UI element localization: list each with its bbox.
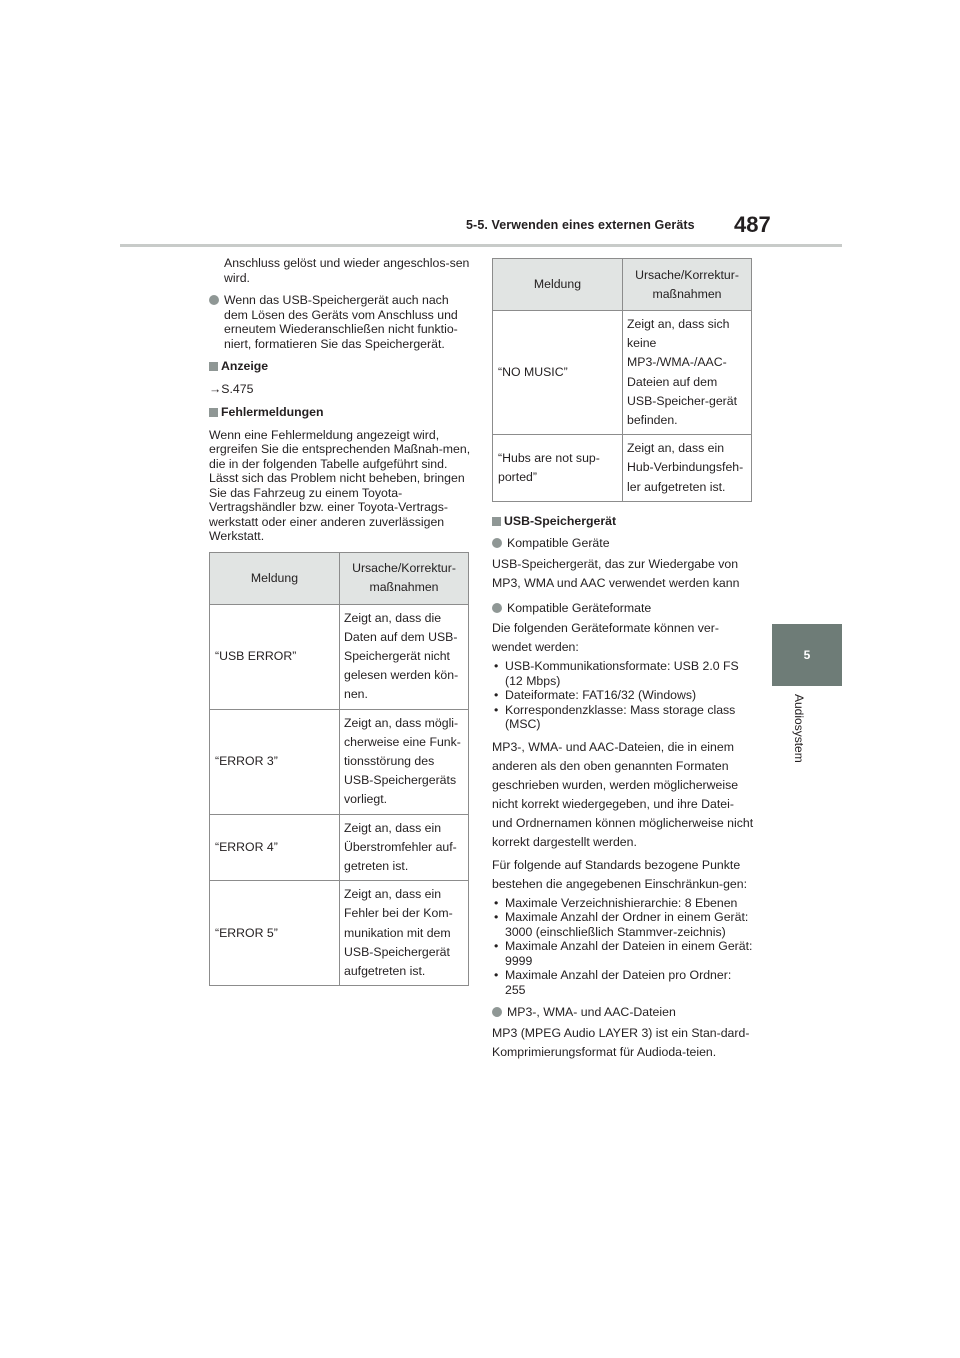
- error-table-2: [492, 258, 752, 502]
- heading-fehlermeldungen: [209, 405, 471, 420]
- table-cell-message: “ERROR 5”: [210, 881, 340, 986]
- table-row: [493, 435, 752, 502]
- right-column: [492, 258, 754, 1066]
- bullet-text: Wenn das USB-Speichergerät auch nach dem Lösen des Geräts vom Anschluss und erneutem Wiederanschließen nicht funktio-niert, formatieren Sie das Speichergerät.: [224, 293, 458, 351]
- table-cell-message: “USB ERROR”: [210, 604, 340, 709]
- list-item: • USB-Kommunikationsformate: USB 2.0 FS (12 Mbps): [494, 659, 739, 688]
- page-number: 487: [734, 212, 771, 237]
- square-bullet-icon: [492, 517, 501, 526]
- compatible-devices-paragraph: USB-Speichergerät, das zur Wiedergabe von MP3, WMA und AAC verwendet werden kann: [492, 556, 740, 590]
- bullet-format-device: [209, 293, 471, 351]
- table-row: [210, 604, 469, 709]
- section-title: 5-5. Verwenden eines externen Geräts: [466, 218, 695, 232]
- other-formats-paragraph: MP3-, WMA- und AAC-Dateien, die in einem anderen als den oben genannten Formaten geschrieben wurden, werden möglicherweise nicht korrekt wiedergegeben, und ihre Datei- und Ordnernamen können möglicherweise nicht korrekt dargestellt werden.: [492, 739, 754, 849]
- table-header-message: Meldung: [210, 552, 340, 604]
- table-cell-cause: Zeigt an, dass die Daten auf dem USB-Speichergerät nicht gelesen werden kön-nen.: [340, 604, 469, 709]
- heading-usb-device: [492, 514, 754, 529]
- table-cell-cause: Zeigt an, dass mögli-cherweise eine Funk-tionsstörung des USB-Speichergeräts vorliegt.: [340, 709, 469, 814]
- heading-text: Fehlermeldungen: [221, 405, 324, 419]
- formats-intro-paragraph: Die folgenden Geräteformate können ver-wendet werden:: [492, 621, 719, 655]
- table-row: [210, 709, 469, 814]
- list-item: • Dateiformate: FAT16/32 (Windows): [494, 688, 697, 703]
- left-column: [209, 256, 471, 986]
- error-intro-paragraph: Wenn eine Fehlermeldung angezeigt wird, ergreifen Sie die entsprechenden Maßnah-men, die in der folgenden Tabelle aufgeführt sind. Lässt sich das Problem nicht beheben, bringen Sie das Fahrzeug zu einem Toyota-Vertragshändler bzw. einer Toyota-Vertrags-werkstatt oder einer anderen zuverlässigen Werkstatt.: [209, 427, 471, 543]
- table-cell-message: “ERROR 3”: [210, 709, 340, 814]
- error-table-1: [209, 552, 469, 987]
- page-reference-link[interactable]: →S.475: [209, 381, 254, 396]
- table-header-cause: Ursache/Korrektur-maßnahmen: [623, 259, 752, 311]
- table-header-cause: Ursache/Korrektur-maßnahmen: [340, 552, 469, 604]
- square-bullet-icon: [209, 408, 218, 417]
- list-item: • Korrespondenzklasse: Mass storage class (MSC): [494, 702, 736, 732]
- limits-list: [492, 896, 754, 998]
- bullet-dot-icon: [492, 538, 502, 548]
- heading-anzeige: [209, 359, 471, 374]
- table-header-message: Meldung: [493, 259, 623, 311]
- table-row: [493, 311, 752, 435]
- bullet-dot-icon: [492, 603, 502, 613]
- mp3-paragraph: MP3 (MPEG Audio LAYER 3) ist ein Stan-dard-Komprimierungsformat für Audioda-teien.: [492, 1025, 750, 1059]
- table-row: [210, 814, 469, 881]
- heading-text: USB-Speichergerät: [504, 513, 617, 528]
- list-item: • Maximale Verzeichnishierarchie: 8 Ebenen: [494, 895, 738, 910]
- bullet-text: Kompatible Geräte: [507, 536, 610, 551]
- table-cell-cause: Zeigt an, dass ein Fehler bei der Kom-munikation mit dem USB-Speichergerät aufgetreten ist.: [340, 881, 469, 986]
- list-item: • Maximale Anzahl der Dateien in einem Gerät: 9999: [494, 939, 753, 968]
- bullet-dot-icon: [209, 295, 219, 305]
- list-item: • Maximale Anzahl der Ordner in einem Gerät: 3000 (einschließlich Stammver-zeichnis): [494, 910, 749, 939]
- table-cell-message: “NO MUSIC”: [493, 311, 623, 435]
- chapter-number: 5: [803, 648, 811, 662]
- bullet-mp3-files: [492, 1005, 754, 1020]
- table-header-row: [493, 259, 752, 311]
- heading-text: Anzeige: [221, 359, 269, 373]
- limits-intro-paragraph: Für folgende auf Standards bezogene Punkte bestehen die angegebenen Einschränkun-gen:: [492, 857, 748, 891]
- list-item: • Maximale Anzahl der Dateien pro Ordner: 255: [494, 968, 732, 997]
- bullet-text: Kompatible Geräteformate: [507, 600, 652, 615]
- bullet-compatible-devices: [492, 536, 754, 551]
- table-row: [210, 881, 469, 986]
- table-cell-cause: Zeigt an, dass sich keine MP3-/WMA-/AAC-Dateien auf dem USB-Speicher-gerät befinden.: [623, 311, 752, 435]
- table-cell-message: “Hubs are not sup-ported”: [493, 435, 623, 502]
- chapter-label: Audiosystem: [792, 694, 806, 763]
- header-divider: [120, 244, 842, 247]
- table-cell-message: “ERROR 4”: [210, 814, 340, 881]
- bullet-text: MP3-, WMA- und AAC-Dateien: [507, 1005, 676, 1020]
- formats-list: [492, 659, 754, 732]
- square-bullet-icon: [209, 362, 218, 371]
- continued-text: Anschluss gelöst und wieder angeschlos-sen wird.: [224, 256, 470, 285]
- bullet-compatible-formats: [492, 601, 754, 616]
- table-header-row: [210, 552, 469, 604]
- chapter-tab[interactable]: [772, 624, 842, 686]
- table-cell-cause: Zeigt an, dass ein Überstromfehler auf-getreten ist.: [340, 814, 469, 881]
- table-cell-cause: Zeigt an, dass ein Hub-Verbindungsfeh-ler aufgetreten ist.: [623, 435, 752, 502]
- bullet-dot-icon: [492, 1007, 502, 1017]
